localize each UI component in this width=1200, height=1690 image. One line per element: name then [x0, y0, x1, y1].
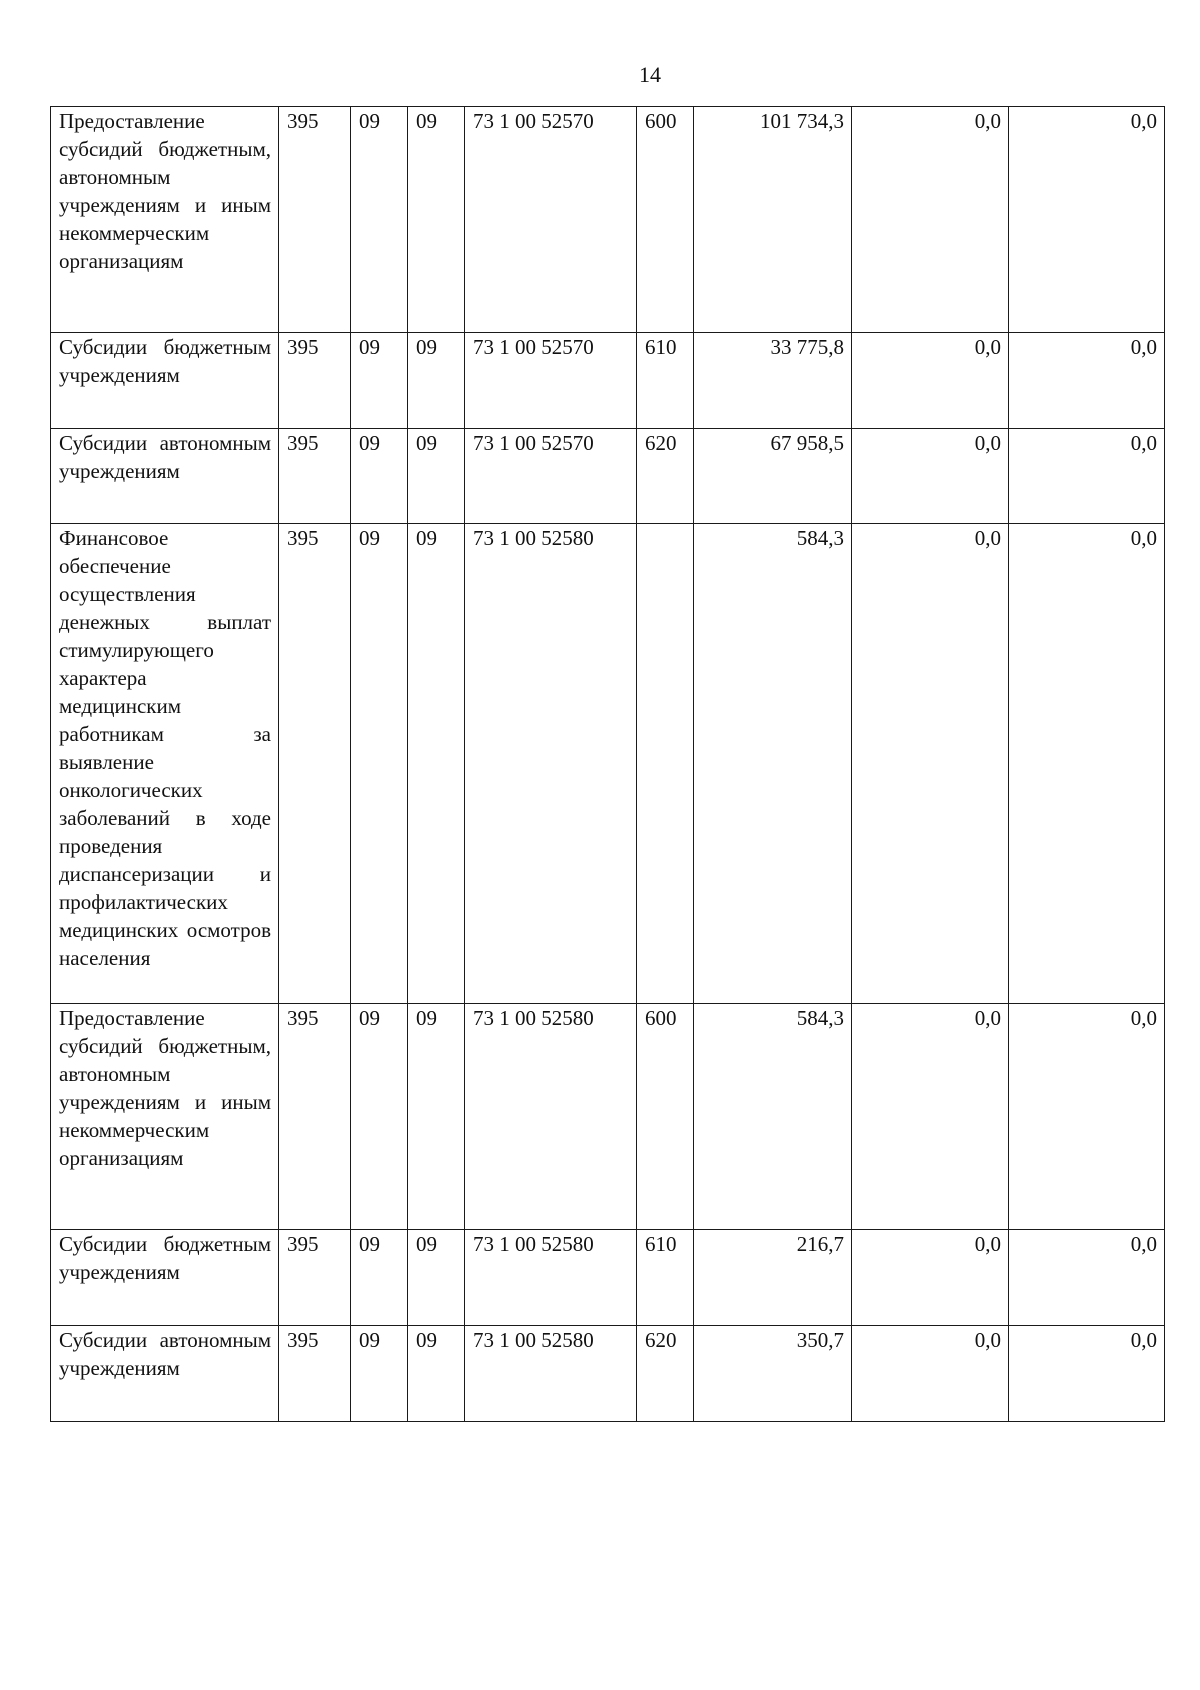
cell-amount-2: 0,0: [852, 524, 1009, 1004]
cell-section: 09: [351, 333, 408, 429]
cell-name: Субсидии бюджетным учреждениям: [51, 333, 279, 429]
cell-amount-3: 0,0: [1009, 1326, 1165, 1422]
table-row: [51, 429, 1165, 524]
cell-target-article: 73 1 00 52570: [465, 333, 637, 429]
budget-table: [50, 106, 1165, 1422]
cell-name: Предоставление субсидий бюджетным, автономным учреждениям и иным некоммерческим организациям: [51, 107, 279, 333]
cell-amount-2: 0,0: [852, 333, 1009, 429]
cell-ministry: 395: [279, 333, 351, 429]
cell-expense-type: 620: [637, 1326, 694, 1422]
cell-name: Субсидии бюджетным учреждениям: [51, 1230, 279, 1326]
table-row: [51, 107, 1165, 333]
cell-section: 09: [351, 429, 408, 524]
cell-subsection: 09: [408, 333, 465, 429]
cell-amount-1: 33 775,8: [694, 333, 852, 429]
cell-name: Предоставление субсидий бюджетным, автономным учреждениям и иным некоммерческим организациям: [51, 1004, 279, 1230]
cell-amount-1: 216,7: [694, 1230, 852, 1326]
table-row: [51, 333, 1165, 429]
cell-expense-type: [637, 524, 694, 1004]
cell-amount-2: 0,0: [852, 1004, 1009, 1230]
cell-section: 09: [351, 107, 408, 333]
cell-section: 09: [351, 1004, 408, 1230]
cell-expense-type: 610: [637, 1230, 694, 1326]
cell-ministry: 395: [279, 107, 351, 333]
cell-target-article: 73 1 00 52580: [465, 1004, 637, 1230]
cell-section: 09: [351, 1230, 408, 1326]
cell-subsection: 09: [408, 524, 465, 1004]
cell-expense-type: 620: [637, 429, 694, 524]
cell-amount-3: 0,0: [1009, 1230, 1165, 1326]
page-number: 14: [639, 62, 661, 87]
cell-expense-type: 610: [637, 333, 694, 429]
cell-target-article: 73 1 00 52580: [465, 1326, 637, 1422]
table-row: [51, 524, 1165, 1004]
cell-amount-1: 584,3: [694, 1004, 852, 1230]
table-row: [51, 1326, 1165, 1422]
cell-amount-2: 0,0: [852, 1326, 1009, 1422]
cell-subsection: 09: [408, 107, 465, 333]
cell-section: 09: [351, 524, 408, 1004]
cell-target-article: 73 1 00 52580: [465, 1230, 637, 1326]
cell-expense-type: 600: [637, 1004, 694, 1230]
cell-ministry: 395: [279, 1230, 351, 1326]
cell-ministry: 395: [279, 1326, 351, 1422]
cell-amount-1: 584,3: [694, 524, 852, 1004]
cell-amount-3: 0,0: [1009, 333, 1165, 429]
cell-subsection: 09: [408, 1004, 465, 1230]
cell-subsection: 09: [408, 1230, 465, 1326]
cell-amount-1: 101 734,3: [694, 107, 852, 333]
cell-amount-1: 350,7: [694, 1326, 852, 1422]
cell-amount-3: 0,0: [1009, 1004, 1165, 1230]
cell-target-article: 73 1 00 52580: [465, 524, 637, 1004]
cell-name: Финансовое обеспечение осуществления денежных выплат стимулирующего характера медицинским работникам за выявление онкологических заболеваний в ходе проведения диспансеризации и профилактических медицинских осмотров населения: [51, 524, 279, 1004]
cell-amount-3: 0,0: [1009, 429, 1165, 524]
cell-target-article: 73 1 00 52570: [465, 429, 637, 524]
cell-amount-2: 0,0: [852, 1230, 1009, 1326]
table-row: [51, 1230, 1165, 1326]
cell-ministry: 395: [279, 524, 351, 1004]
cell-subsection: 09: [408, 1326, 465, 1422]
cell-amount-3: 0,0: [1009, 524, 1165, 1004]
cell-name: Субсидии автономным учреждениям: [51, 429, 279, 524]
cell-amount-3: 0,0: [1009, 107, 1165, 333]
cell-amount-2: 0,0: [852, 107, 1009, 333]
cell-section: 09: [351, 1326, 408, 1422]
cell-ministry: 395: [279, 1004, 351, 1230]
cell-name: Субсидии автономным учреждениям: [51, 1326, 279, 1422]
cell-expense-type: 600: [637, 107, 694, 333]
cell-ministry: 395: [279, 429, 351, 524]
cell-amount-1: 67 958,5: [694, 429, 852, 524]
table-row: [51, 1004, 1165, 1230]
cell-amount-2: 0,0: [852, 429, 1009, 524]
cell-target-article: 73 1 00 52570: [465, 107, 637, 333]
cell-subsection: 09: [408, 429, 465, 524]
